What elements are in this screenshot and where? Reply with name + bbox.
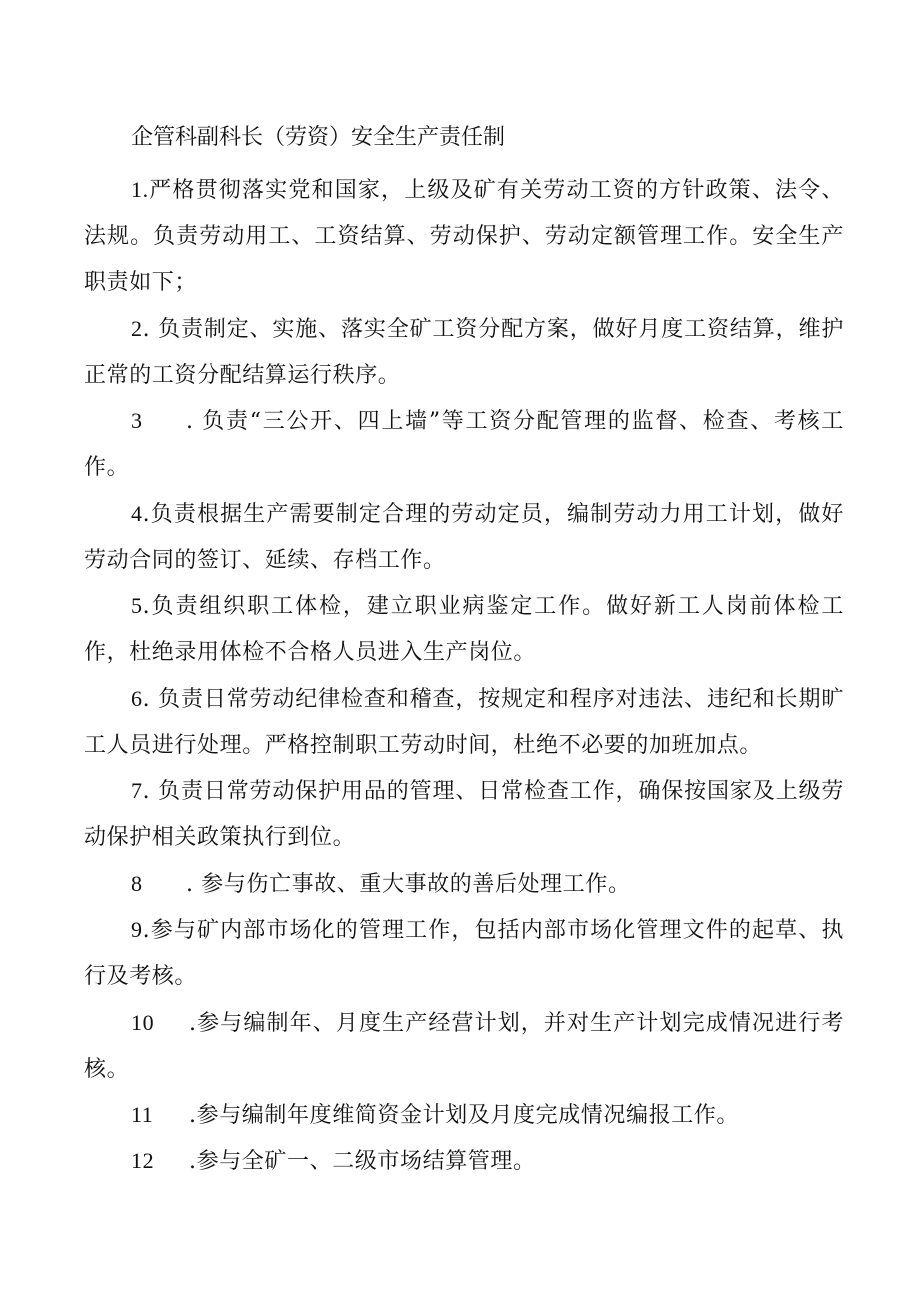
list-item — [84, 306, 844, 399]
item-text: . 负责制定、实施、落实全矿工资分配方案，做好月度工资结算，维护正常的工资分配结算运行秩序。 — [84, 317, 844, 388]
item-text: .参与矿内部市场化的管理工作，包括内部市场化管理文件的起草、执行及考核。 — [84, 918, 844, 989]
list-item — [84, 1092, 844, 1139]
item-text: . 负责日常劳动纪律检查和稽查，按规定和程序对违法、违纪和长期旷工人员进行处理。严格控制职工劳动时间，杜绝不必要的加班加点。 — [84, 687, 844, 758]
item-number: 3 — [131, 408, 143, 433]
item-text: . 参与伤亡事故、重大事故的善后处理工作。 — [186, 872, 631, 897]
item-text: .参与全矿一、二级市场结算管理。 — [189, 1149, 536, 1174]
list-item — [84, 491, 844, 584]
item-text: . 负责日常劳动保护用品的管理、日常检查工作，确保按国家及上级劳动保护相关政策执行到位。 — [84, 779, 844, 850]
item-number: 4 — [131, 501, 143, 526]
item-number: 5 — [131, 593, 143, 618]
list-item — [84, 907, 844, 1000]
list-item — [84, 676, 844, 769]
item-number: 9 — [131, 917, 143, 942]
item-text: .参与编制年、月度生产经营计划，并对生产计划完成情况进行考核。 — [84, 1011, 844, 1082]
list-item — [84, 398, 844, 491]
document-title: 企管科副科长（劳资）安全生产责任制 — [131, 125, 506, 150]
item-number: 1. — [131, 177, 149, 202]
list-item — [84, 861, 844, 908]
list-item — [84, 167, 844, 306]
item-number: 7 — [131, 778, 143, 803]
list-item — [84, 583, 844, 676]
item-text: .参与编制年度维简资金计划及月度完成情况编报工作。 — [189, 1103, 739, 1128]
item-number: 10 — [131, 1010, 155, 1035]
item-text: .负责根据生产需要制定合理的劳动定员，编制劳动力用工计划，做好劳动合同的签订、延续、存档工作。 — [84, 502, 844, 573]
item-number: 8 — [131, 871, 143, 896]
list-item — [84, 1000, 844, 1093]
list-item — [84, 768, 844, 861]
item-number: 12 — [131, 1148, 155, 1173]
item-number: 6 — [131, 686, 143, 711]
item-number: 11 — [131, 1102, 154, 1127]
list-item — [84, 1138, 844, 1185]
item-text: .负责组织职工体检，建立职业病鉴定工作。做好新工人岗前体检工作，杜绝录用体检不合格人员进入生产岗位。 — [84, 594, 844, 665]
item-number: 2 — [131, 316, 143, 341]
item-text: . 负责“三公开、四上墙”等工资分配管理的监督、检查、考核工作。 — [84, 409, 844, 480]
item-text: 严格贯彻落实党和国家，上级及矿有关劳动工资的方针政策、法令、法规。负责劳动用工、工资结算、劳动保护、劳动定额管理工作。安全生产职责如下； — [84, 178, 844, 295]
